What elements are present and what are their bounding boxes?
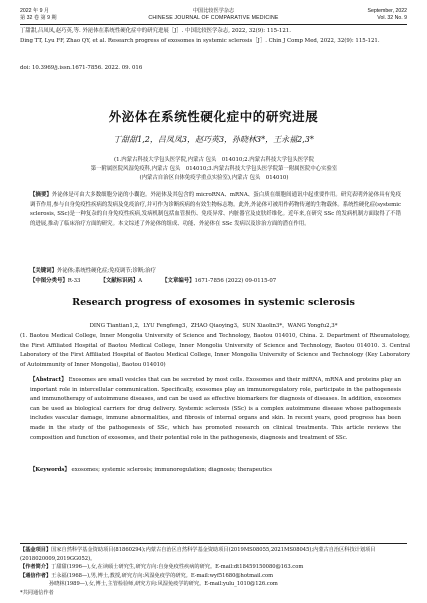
article-title-en: Research progress of exosomes in systemic sclerosis bbox=[72, 297, 355, 308]
affiliations-en: (1. Baotou Medical College, Inner Mongolia University of Science and Technology, Baotou 014010, China. 2. Department of Rheumatology, the First Affiliated Hospital of Baotou Medical College, Inner Mongolia University of Science and Technology, Baotou 014010. 3. Central Laboratory of the First Affiliated Hospital of Baotou Medical College, Inner Mongolia University of Science and Technology (Key Laboratory of Autoimmunity of Inner Mongolia), Baotou 014010) bbox=[20, 333, 410, 368]
keywords-cn bbox=[30, 267, 401, 276]
citation-en: Ding TT, Lyu FF, Zhao QY, et al. Research progress of exosomes in systemic sclerosis［J］. Chin J Comp Med, 2022, 32(9): 115-121. bbox=[20, 38, 380, 44]
affiliation-cn-line2: 第一附属医院风湿免疫科,内蒙古 包头 014010;3.内蒙古科技大学包头医学院第一附属医院中心实验室 bbox=[90, 166, 338, 172]
footnotes bbox=[20, 546, 410, 598]
corresponding-note bbox=[20, 572, 410, 581]
header-center bbox=[0, 8, 427, 22]
keywords-en-text: exosomes; systemic sclerosis; immunoregulation; diagnosis; therapeutics bbox=[71, 467, 273, 473]
corresponding-author-1: 王永福(1968—),男,博士,教授,研究方向:风湿免疫学的研究。E-mail:wyf51680@hotmail.com bbox=[51, 572, 274, 579]
affiliation-cn-line3: (内蒙古自治区自体免疫学重点实验室),内蒙古 包头 014010) bbox=[139, 175, 289, 181]
doc-code-value: A bbox=[138, 278, 143, 284]
footnote-rule bbox=[20, 543, 407, 544]
abstract-en-label: 【Abstract】 bbox=[30, 377, 67, 383]
journal-name-cn: 中国比较医学杂志 bbox=[192, 8, 235, 14]
author-bio-label: 【作者简介】 bbox=[20, 564, 52, 571]
affiliation-cn-line1: (1.内蒙古科技大学包头医学院,内蒙古 包头 014010;2.内蒙古科技大学包头医学院 bbox=[114, 157, 314, 163]
keywords-en-label: 【Keywords】 bbox=[30, 467, 70, 473]
header-volume-cn: 第 32 卷 第 9 期 bbox=[20, 15, 57, 21]
doc-code-field bbox=[101, 277, 143, 286]
article-title-cn: 外泌体在系统性硬化症中的研究进展 bbox=[108, 109, 319, 124]
abstract-cn-label: 【摘要】 bbox=[30, 192, 52, 198]
article-id-value: 1671-7856 (2022) 09-0115-07 bbox=[194, 278, 277, 284]
article-id-field bbox=[162, 277, 276, 286]
funding-note bbox=[20, 546, 410, 563]
abstract-en-text: Exosomes are small vesicles that can be secreted by most cells. Exosomes and their miRNA, mRNA and proteins play an important role in intercellular communication. Specifically, exosomes play an immunoregulatory role, participate in the pathogenesis and immunotherapy of autoimmune diseases, and can be used as effective biomarkers for diagnosis of diseases. In addition, exosomes can be used as biological carriers for drug delivery. Systemic sclerosis (SSc) is a complex autoimmune disease whose pathogenesis includes vascular damage, immune abnormalities, and fibrosis of internal organs and skin. In recent years, good progress has been made in the study of the pathogenesis of SSc, which has promoted research on clinical treatments. This article reviews the composition and function of exosomes, and their potential role in the pathogenesis, diagnosis and treatment of SSc. bbox=[30, 377, 401, 441]
author-bio-note bbox=[20, 563, 410, 572]
classification-row bbox=[30, 277, 401, 286]
clc-value: R-33 bbox=[67, 278, 81, 284]
funding-label: 【基金项目】 bbox=[20, 547, 52, 553]
doc-code-label: 【文献标识码】 bbox=[100, 278, 139, 284]
header-date-en: September, 2022 bbox=[367, 8, 407, 14]
abstract-cn bbox=[30, 191, 401, 229]
citation-cn: 丁甜甜,吕凤凤,赵巧英,等. 外泌体在系统性硬化症中的研究进展［J］. 中国比较医学杂志, 2022, 32(9): 115-121. bbox=[20, 28, 291, 34]
header-volume-en: Vol. 32 No. 9 bbox=[377, 15, 407, 21]
keywords-cn-text: 外泌体;系统性硬化症;免疫调节;诊断;治疗 bbox=[56, 268, 156, 274]
author-bio-text: 丁甜甜(1996—),女,在读硕士研究生,研究方向:自身免疫性疾病的研究。E-mail:dt18459150080@163.com bbox=[51, 564, 304, 571]
clc-label: 【中图分类号】 bbox=[30, 278, 68, 284]
abstract-cn-text: 外泌体是可由大多数细胞分泌的小囊泡。外泌体及其包含的 microRNA、mRNA、蛋白质在细胞间通讯中起重要作用。研究表明外泌体具有免疫调节作用,参与自身免疫性疾病的发病及免疫治疗,并可作为诊断疾病的有效生物标志物。此外,外泌体可被用作药物传递的生物载体。系统性硬化症(systemic sclerosis, SSc)是一种复杂的自身免疫性疾病,发病机制包括血管损伤、免疫异常、内脏器官及皮肤纤维化。近年来,在研究 SSc 的发病机制方面取得了不错的进展,推动了临床治疗方面的研究。本文综述了外泌体的组成、功能、外泌体在 SSc 发病以及诊治方面的潜在作用。 bbox=[30, 192, 401, 227]
equal-contribution-note: *共同通信作者 bbox=[20, 589, 54, 596]
journal-name-en: CHINESE JOURNAL OF COMPARATIVE MEDICINE bbox=[148, 15, 279, 21]
doi: doi: 10.3969/j.issn.1671-7856. 2022. 09. 016 bbox=[20, 65, 143, 71]
corresponding-label: 【通信作者】 bbox=[20, 572, 52, 579]
keywords-cn-label: 【关键词】 bbox=[30, 268, 57, 274]
header-rule bbox=[20, 24, 407, 25]
article-id-label: 【文章编号】 bbox=[162, 278, 195, 284]
header-date-cn: 2022 年 9 月 bbox=[20, 8, 50, 14]
clc-field bbox=[30, 277, 81, 286]
header-right bbox=[367, 8, 407, 22]
keywords-en bbox=[30, 466, 401, 475]
funding-text: 国家自然科学基金资助项目(81860294);内蒙古自治区自然科学基金资助项目(2019MS08055,2021MS08045);内蒙古自治区科技计划项目(2018020009,2019GG052)。 bbox=[20, 547, 376, 562]
corresponding-author-2: 孙晓林(1989—),女,博士,主管检验师,研究方向:风湿免疫学的研究。E-mail:yulu_1010@126.com bbox=[49, 581, 278, 588]
abstract-en bbox=[30, 376, 401, 443]
authors-en: DING Tiantian1,2，LYU Fengfeng3，ZHAO Qiaoying3，SUN Xiaolin3*，WANG Yongfu2,3* bbox=[89, 323, 338, 329]
authors-cn: 丁甜甜1,2，吕凤凤3，赵巧英3，孙晓林3*，王永福2,3* bbox=[113, 135, 314, 144]
